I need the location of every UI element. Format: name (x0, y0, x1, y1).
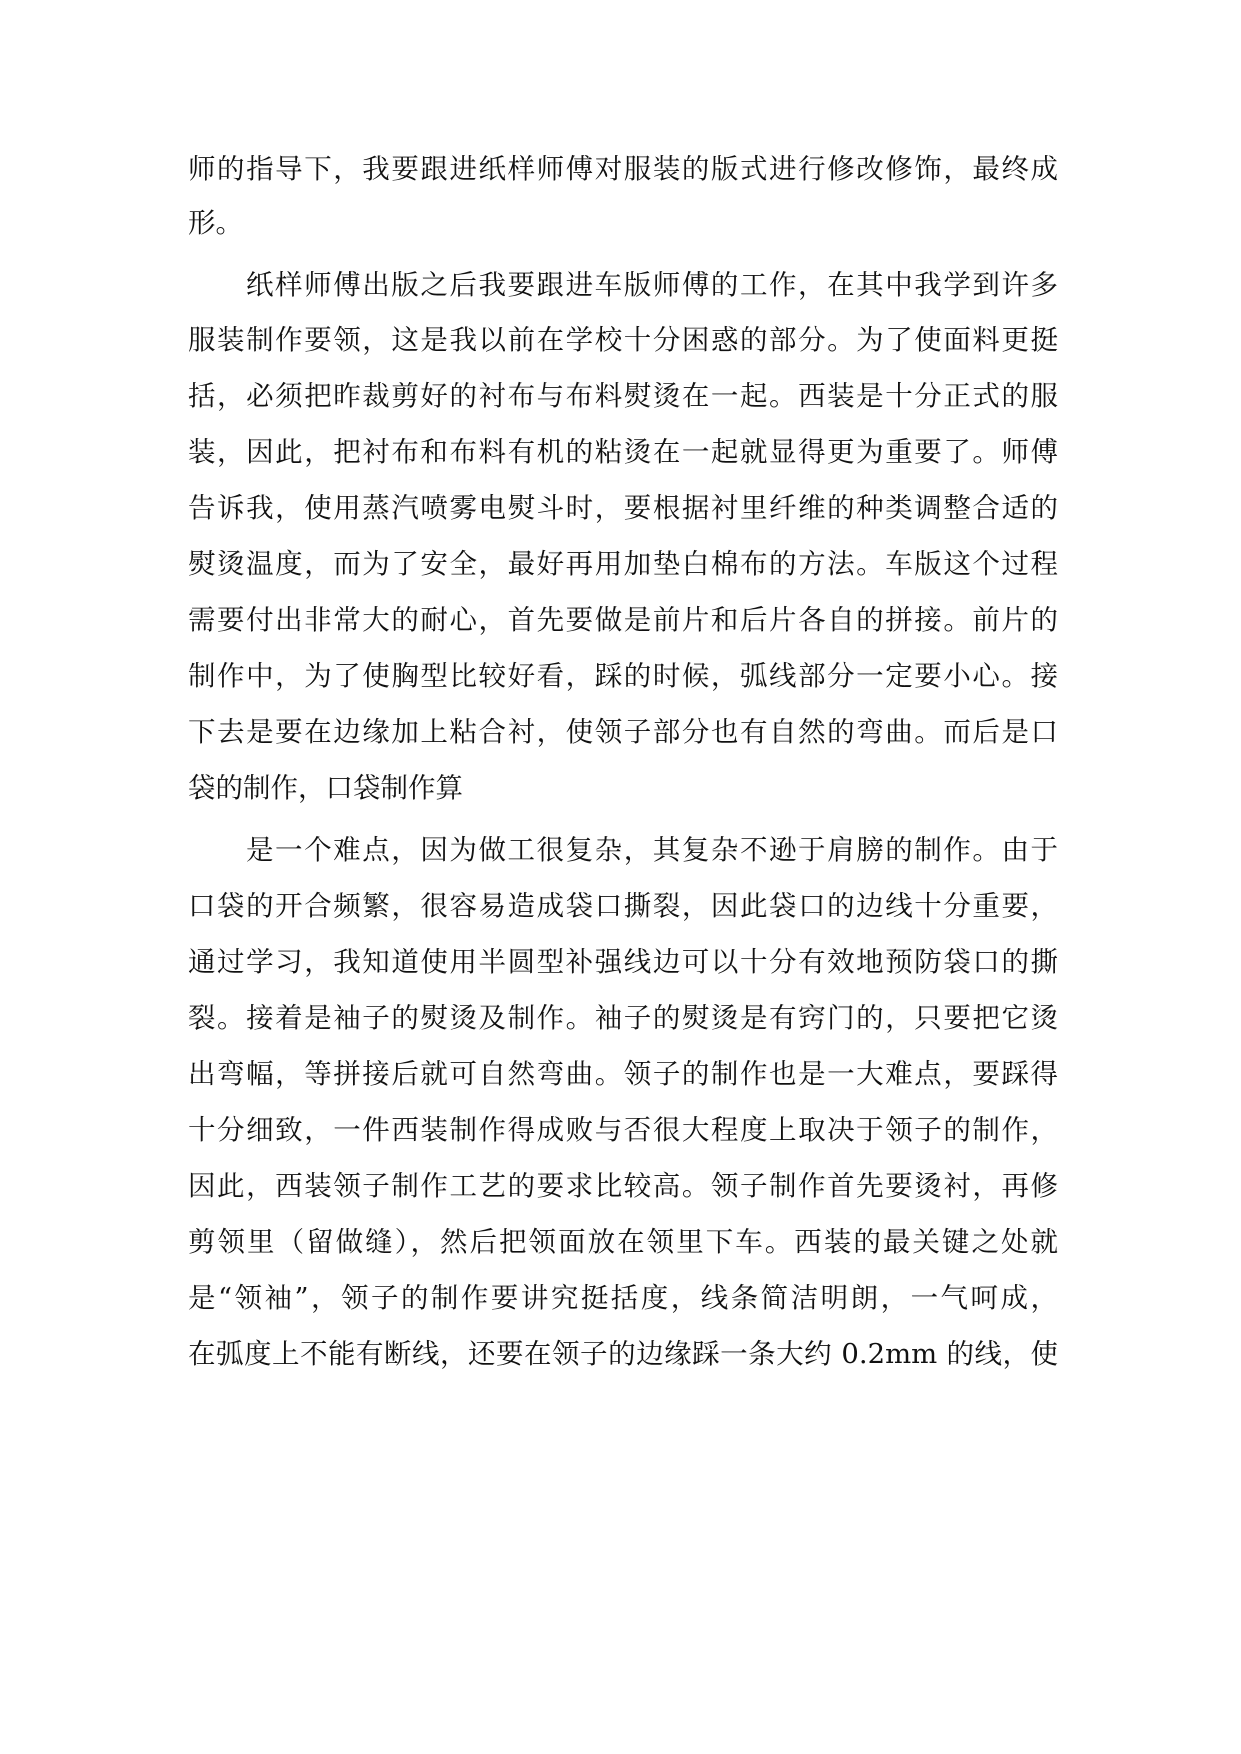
paragraph-first-line: 纸样师傅出版之后我要跟进车版师傅的工作，在其中我学到许多 (246, 269, 1058, 301)
text-line: 装，因此，把衬布和布料有机的粘烫在一起就显得更为重要了。师傅 (188, 436, 1058, 468)
text-line: 剪领里（留做缝），然后把领面放在领里下车。西装的最关键之处就 (188, 1226, 1058, 1258)
paragraph-first-line: 是一个难点，因为做工很复杂，其复杂不逊于肩膀的制作。由于 (246, 834, 1058, 866)
text-line: 告诉我，使用蒸汽喷雾电熨斗时，要根据衬里纤维的种类调整合适的 (188, 492, 1058, 524)
text-line: 制作中，为了使胸型比较好看，踩的时候，弧线部分一定要小心。接 (188, 660, 1058, 692)
text-line: 师的指导下，我要跟进纸样师傅对服装的版式进行修改修饰，最终成 (188, 153, 1058, 185)
text-line: 通过学习，我知道使用半圆型补强线边可以十分有效地预防袋口的撕 (188, 946, 1058, 978)
text-line: 形。 (188, 207, 243, 239)
text-line: 在弧度上不能有断线，还要在领子的边缘踩一条大约 0.2mm 的线，使 (188, 1338, 1058, 1370)
text-line: 出弯幅，等拼接后就可自然弯曲。领子的制作也是一大难点，要踩得 (188, 1058, 1058, 1090)
text-line: 是“领袖”，领子的制作要讲究挺括度，线条简洁明朗，一气呵成， (188, 1282, 1058, 1314)
text-line: 熨烫温度，而为了安全，最好再用加垫白棉布的方法。车版这个过程 (188, 548, 1058, 580)
text-line: 裂。接着是袖子的熨烫及制作。袖子的熨烫是有窍门的，只要把它烫 (188, 1002, 1058, 1034)
text-line: 口袋的开合频繁，很容易造成袋口撕裂，因此袋口的边线十分重要， (188, 890, 1058, 922)
text-line: 需要付出非常大的耐心，首先要做是前片和后片各自的拼接。前片的 (188, 604, 1058, 636)
text-line: 括，必须把昨裁剪好的衬布与布料熨烫在一起。西装是十分正式的服 (188, 380, 1058, 412)
text-line: 服装制作要领，这是我以前在学校十分困惑的部分。为了使面料更挺 (188, 324, 1058, 356)
text-line: 下去是要在边缘加上粘合衬，使领子部分也有自然的弯曲。而后是口 (188, 716, 1058, 748)
text-line: 十分细致，一件西装制作得成败与否很大程度上取决于领子的制作， (188, 1114, 1058, 1146)
text-line: 因此，西装领子制作工艺的要求比较高。领子制作首先要烫衬，再修 (188, 1170, 1058, 1202)
text-line: 袋的制作，口袋制作算 (188, 772, 463, 804)
